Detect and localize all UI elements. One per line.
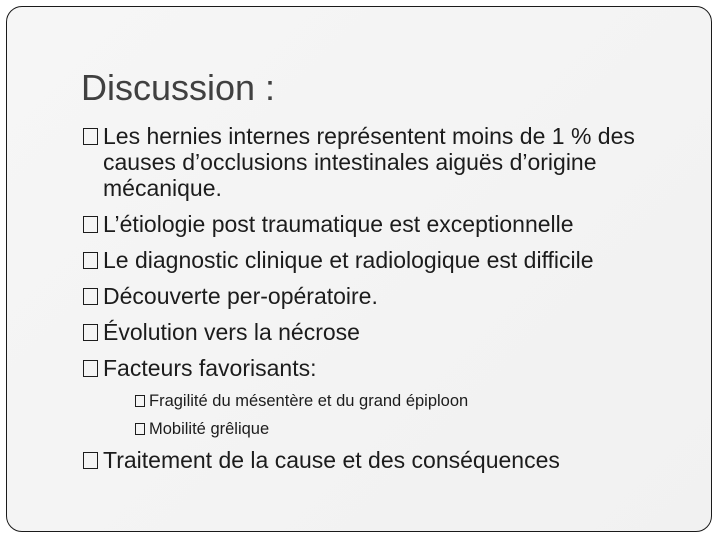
bullet-item (83, 247, 683, 273)
bullet-item (83, 283, 683, 309)
bullet-list (83, 123, 683, 483)
sub-bullet-box-icon (135, 423, 145, 435)
bullet-box-icon (83, 216, 98, 233)
sub-bullet-list (83, 391, 683, 439)
bullet-text: Les hernies internes représentent moins de 1 % des causes d’occlusions intestinales aiguës d’origine mécanique. (103, 123, 635, 201)
sub-bullet-item (135, 391, 683, 411)
bullet-item (83, 123, 683, 201)
sub-bullet-box-icon (135, 395, 145, 407)
bullet-item (83, 319, 683, 345)
sub-bullet-text: Fragilité du mésentère et du grand épiploon (149, 392, 469, 410)
bullet-text: Le diagnostic clinique et radiologique est difficile (103, 247, 594, 273)
sub-bullet-text: Mobilité grêlique (149, 420, 270, 438)
bullet-box-icon (83, 360, 98, 377)
bullet-box-icon (83, 252, 98, 269)
bullet-item (83, 355, 683, 381)
bullet-box-icon (83, 452, 98, 469)
slide (6, 6, 712, 532)
slide-title: Discussion : (81, 67, 276, 108)
bullet-text: Évolution vers la nécrose (103, 319, 360, 345)
bullet-item (83, 211, 683, 237)
sub-bullet-group (83, 391, 683, 439)
bullet-box-icon (83, 288, 98, 305)
bullet-text: L’étiologie post traumatique est exceptionnelle (103, 211, 574, 237)
sub-bullet-item (135, 419, 683, 439)
bullet-box-icon (83, 324, 98, 341)
bullet-text: Traitement de la cause et des conséquences (103, 447, 560, 473)
bullet-text: Facteurs favorisants: (103, 355, 317, 381)
bullet-text: Découverte per-opératoire. (103, 283, 378, 309)
bullet-box-icon (83, 128, 98, 145)
bullet-item (83, 447, 683, 473)
